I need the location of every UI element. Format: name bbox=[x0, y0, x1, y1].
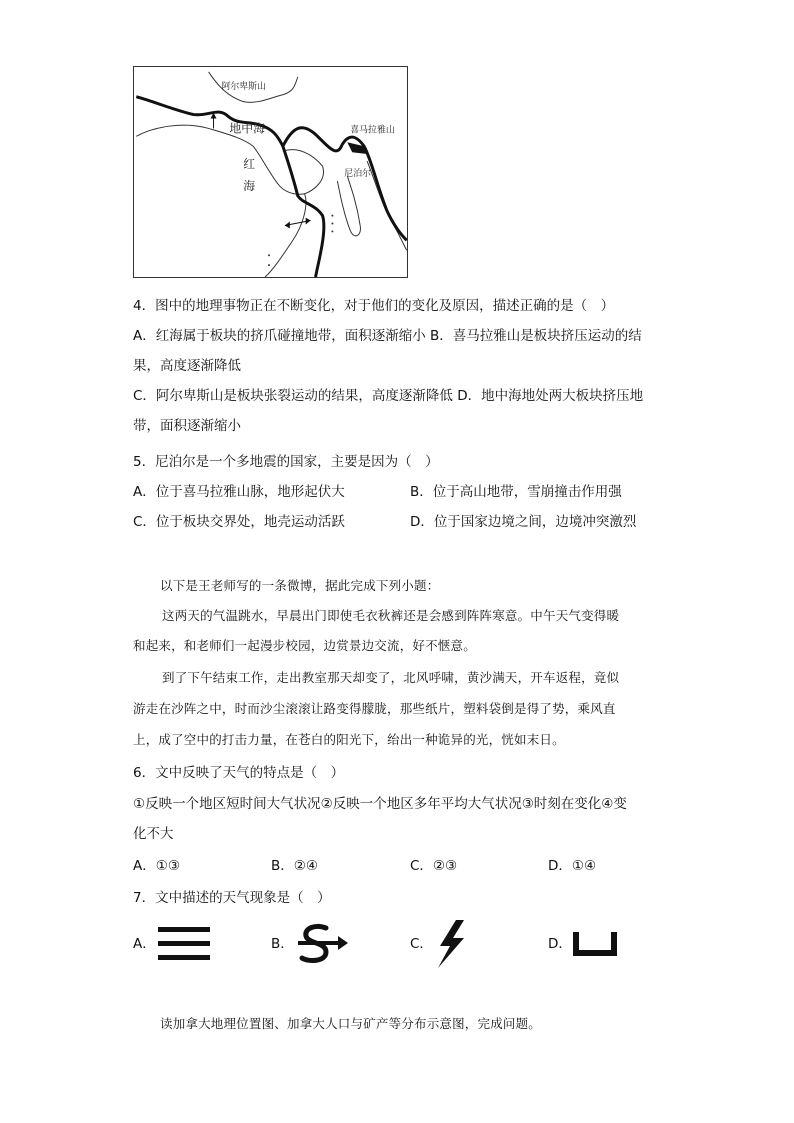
map-label-mediterranean: 地中海 bbox=[229, 121, 266, 136]
q6-option-a: A．①③ bbox=[133, 858, 180, 874]
q4-options-line3: C．阿尔卑斯山是板块张裂运动的结果，高度逐渐降低 D．地中海地处两大板块挤压地 bbox=[133, 388, 644, 404]
fog-icon bbox=[158, 925, 210, 963]
weibo-p2-line3: 上，成了空中的打击力量，在苍白的阳光下，绐出一种诡异的光，恍如末日。 bbox=[133, 732, 565, 747]
q6-statements-line2: 化不大 bbox=[133, 826, 174, 842]
q5-stem: 5．尼泊尔是一个多地震的国家，主要是因为（ ） bbox=[133, 454, 439, 470]
q5-option-c: C．位于板块交界处，地壳运动活跃 bbox=[133, 514, 345, 530]
map-label-alps: 阿尔卑斯山 bbox=[221, 81, 267, 92]
q6-stem: 6．文中反映了天气的特点是（ ） bbox=[133, 765, 345, 781]
plate-boundary-map bbox=[133, 66, 408, 278]
map-label-red-sea-2: 海 bbox=[243, 178, 256, 193]
q4-options-line4: 带，面积逐渐缩小 bbox=[133, 418, 241, 434]
map-label-nepal: 尼泊尔 bbox=[344, 168, 372, 179]
q6-option-d: D．①④ bbox=[548, 858, 597, 874]
q7-stem: 7．文中描述的天气现象是（ ） bbox=[133, 890, 331, 906]
weibo-intro: 以下是王老师写的一条微博，据此完成下列小题： bbox=[160, 578, 440, 593]
q7-option-a-label: A． bbox=[133, 936, 156, 952]
q7-option-c-label: C． bbox=[410, 936, 433, 952]
weibo-p1-line2: 和起来，和老师们一起漫步校园，边赏景边交流，好不惬意。 bbox=[133, 638, 476, 653]
map-graphic bbox=[134, 67, 407, 277]
q5-option-b: B．位于高山地带，雪崩撞击作用强 bbox=[410, 484, 622, 500]
q7-option-b-label: B． bbox=[271, 936, 294, 952]
weibo-p2-line2: 游走在沙阵之中，时而沙尘滚滚让路变得朦胧，那些纸片，塑料袋倒是得了势，乘风直 bbox=[133, 701, 616, 716]
q7-option-d-label: D． bbox=[548, 936, 572, 952]
q4-options-line1: A．红海属于板块的挤爪碰撞地带，面积逐渐缩小 B．喜马拉雅山是板块挤压运动的结 bbox=[133, 328, 642, 344]
q4-options-line2: 果，高度逐渐降低 bbox=[133, 358, 241, 374]
q4-stem: 4．图中的地理事物正在不断变化，对于他们的变化及原因，描述正确的是（ ） bbox=[133, 298, 615, 314]
map-label-himalaya: 喜马拉雅山 bbox=[350, 125, 395, 136]
q6-option-c: C．②③ bbox=[410, 858, 458, 874]
floating-dust-icon bbox=[573, 932, 617, 956]
thunderstorm-icon bbox=[434, 920, 468, 968]
sandstorm-icon bbox=[296, 922, 350, 966]
q5-option-a: A．位于喜马拉雅山脉，地形起伏大 bbox=[133, 484, 345, 500]
q5-option-d: D．位于国家边境之间，边境冲突激烈 bbox=[410, 514, 637, 530]
q6-option-b: B．②④ bbox=[271, 858, 318, 874]
weibo-p1-line1: 这两天的气温跳水，早晨出门即使毛衣秋裤还是会感到阵阵寒意。中午天气变得暖 bbox=[162, 608, 620, 623]
weibo-p2-line1: 到了下午结束工作，走出教室那天却变了，北风呼啸，黄沙满天，开车返程，竟似 bbox=[162, 670, 620, 685]
map-label-red-sea-1: 红 bbox=[243, 157, 256, 172]
q6-statements-line1: ①反映一个地区短时间大气状况②反映一个地区多年平均大气状况③时刻在变化④变 bbox=[133, 796, 627, 812]
next-section-intro: 读加拿大地理位置图、加拿大人口与矿产等分布示意图，完成问题。 bbox=[160, 1016, 542, 1031]
